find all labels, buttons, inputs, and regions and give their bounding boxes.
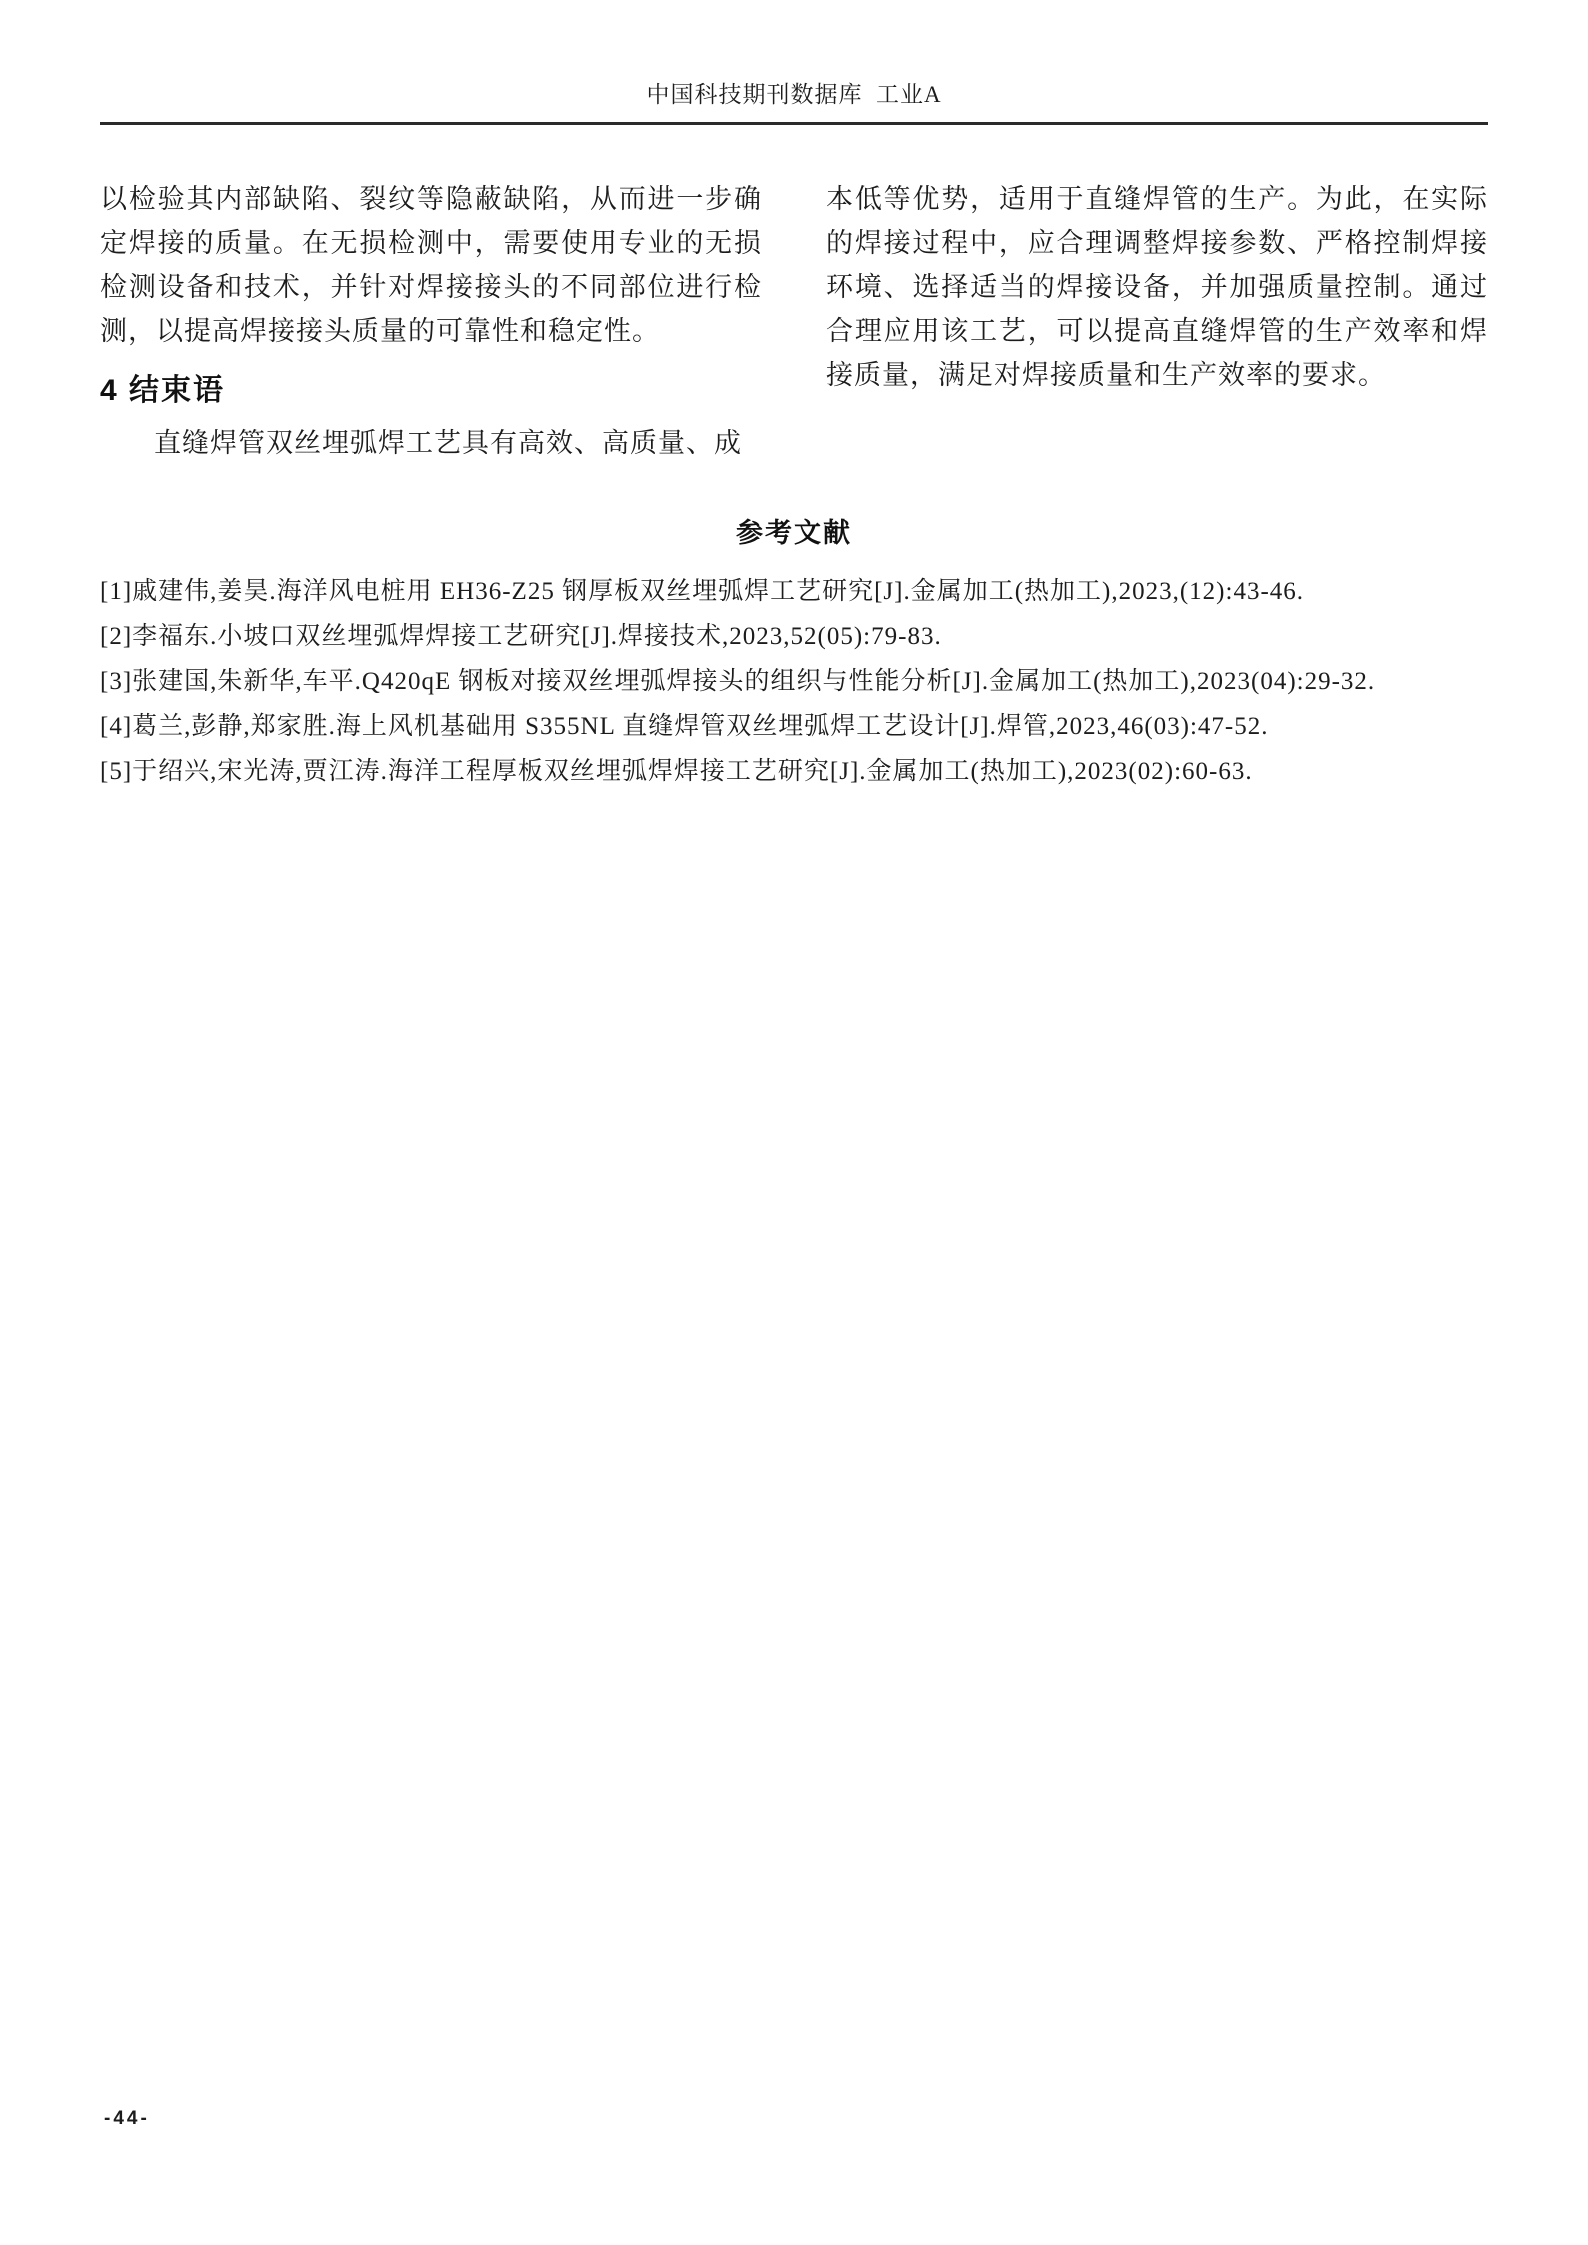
reference-item-3: [3]张建国,朱新华,车平.Q420qE 钢板对接双丝埋弧焊接头的组织与性能分析[J].金属加工(热加工),2023(04):29-32. bbox=[100, 668, 1376, 695]
page-header bbox=[100, 0, 1488, 125]
section-heading-conclusion: 4 结束语 bbox=[100, 374, 226, 407]
references-section bbox=[100, 513, 1488, 794]
page-footer bbox=[104, 2108, 150, 2130]
page-number: -44- bbox=[104, 2108, 150, 2129]
references-heading: 参考文献 bbox=[736, 518, 852, 548]
paragraph-conclusion-start: 直缝焊管双丝埋弧焊工艺具有高效、高质量、成 bbox=[154, 428, 742, 458]
right-column bbox=[826, 177, 1488, 465]
journal-header-title: 中国科技期刊数据库 工业A bbox=[646, 82, 942, 107]
reference-item-4: [4]葛兰,彭静,郑家胜.海上风机基础用 S355NL 直缝焊管双丝埋弧焊工艺设计[J].焊管,2023,46(03):47-52. bbox=[100, 713, 1269, 740]
reference-item-2: [2]李福东.小坡口双丝埋弧焊焊接工艺研究[J].焊接技术,2023,52(05):79-83. bbox=[100, 623, 942, 650]
reference-item-1: [1]戚建伟,姜昊.海洋风电桩用 EH36-Z25 钢厚板双丝埋弧焊工艺研究[J].金属加工(热加工),2023,(12):43-46. bbox=[100, 578, 1305, 605]
paragraph-ndt-inspection: 以检验其内部缺陷、裂纹等隐蔽缺陷，从而进一步确定焊接的质量。在无损检测中，需要使用专业的无损检测设备和技术，并针对焊接接头的不同部位进行检测，以提高焊接接头质量的可靠性和稳定性。 bbox=[100, 184, 762, 346]
paragraph-conclusion-continued: 本低等优势，适用于直缝焊管的生产。为此，在实际的焊接过程中，应合理调整焊接参数、严格控制焊接环境、选择适当的焊接设备，并加强质量控制。通过合理应用该工艺，可以提高直缝焊管的生产效率和焊接质量，满足对焊接质量和生产效率的要求。 bbox=[826, 184, 1488, 390]
left-column bbox=[100, 177, 762, 465]
article-body bbox=[100, 177, 1488, 465]
reference-item-5: [5]于绍兴,宋光涛,贾江涛.海洋工程厚板双丝埋弧焊焊接工艺研究[J].金属加工(热加工),2023(02):60-63. bbox=[100, 758, 1253, 785]
